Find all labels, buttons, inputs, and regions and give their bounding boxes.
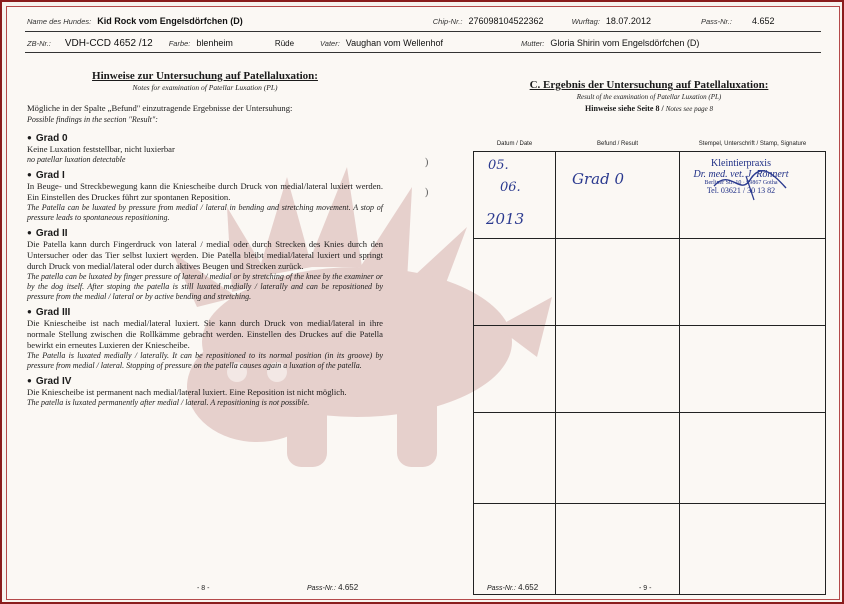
column-header-date: Datum / Date (496, 141, 533, 147)
header-rule-1 (25, 31, 821, 32)
birth-label: Wurftag: (571, 16, 600, 26)
hint-en: Notes see page 8 (665, 105, 713, 113)
zb-value: VDH-CCD 4652 /12 (64, 37, 153, 49)
result-table (473, 139, 826, 595)
father-label: Vater: (320, 38, 340, 48)
mother-value: Gloria Shirin vom Engelsdörfchen (D) (550, 38, 700, 48)
grade-title: ● Grad I (27, 170, 383, 181)
header-rule-2 (25, 52, 821, 53)
right-page-hint (473, 104, 825, 113)
stamp-line-4: Tel. 03621 / 30 13 82 (706, 186, 776, 195)
grade-text-de: Die Kniescheibe ist permanent nach medial/lateral luxiert. Eine Reposition ist nicht möglich. (27, 387, 347, 397)
sex-value: Rüde (274, 38, 295, 48)
left-page-number: - 8 - (197, 585, 210, 592)
grade-text-de: In Beuge- und Streckbewegung kann die Kniescheibe durch Druck von medial/lateral luxiert werden. Ein Einstellen des Druckes führt zur spontanen Reposition. (27, 181, 383, 202)
grade-title: ● Grad III (27, 307, 383, 318)
possible-findings-en: Possible findings in the section "Result": (27, 115, 158, 124)
column-header-result: Befund / Result (596, 141, 639, 147)
header-row-2 (27, 35, 817, 51)
date-year: 2013 (486, 210, 525, 228)
grade-text-en: no patellar luxation detectable (27, 155, 126, 164)
date-day: 05. (488, 158, 509, 173)
date-cell (474, 152, 556, 239)
table-row (474, 239, 826, 326)
stamp-line-2: Dr. med. vet. J. Rönnert (693, 169, 789, 180)
grade-text-en: The Patella can be luxated by pressure from medial / lateral in bending and stretching movement. A stop of pressure leads to spontaneous repositioning. (27, 203, 383, 222)
staple-mark-icon: ) (425, 187, 429, 198)
left-page-subtitle: Notes for examination of Patellar Luxation (PL) (132, 83, 278, 92)
name-label: Name des Hundes: (27, 16, 92, 26)
result-value: Grad 0 (572, 170, 625, 188)
grade-text-en: The patella can be luxated by finger pressure of lateral / medial or by stretching of the knee by the examiner or by the dog itself. After stoping the patella is still luxated medially / laterally and can be repositioned by pressure from the medial / lateral or by active bending and stretching. (27, 272, 383, 301)
grade-0 (27, 133, 383, 165)
color-label: Farbe: (168, 38, 191, 48)
table-row (474, 326, 826, 413)
chip-label: Chip-Nr.: (432, 16, 463, 26)
grade-4 (27, 376, 383, 408)
father-value: Vaughan vom Wellenhof (345, 38, 444, 48)
stamp-cell (680, 152, 826, 239)
right-pass-number (487, 583, 538, 592)
grade-text-en: The Patella is luxated medially / laterally. It can be repositioned to its normal position (in its groove) by pressure from medial / lateral. Stopping of pressure on the patella causes again a luxation of the patella. (27, 351, 383, 370)
right-page-subtitle: Result of the examination of Patellar Luxation (PL) (576, 93, 722, 101)
birth-value: 18.07.2012 (605, 16, 651, 26)
pass-label: Pass-Nr.: (700, 16, 732, 26)
right-page-number: - 9 - (639, 585, 652, 592)
right-page-title: C. Ergebnis der Untersuchung auf Patellaluxation: (529, 79, 769, 91)
left-pass-number (307, 583, 358, 592)
hint-de: Hinweise siehe Seite 8 / (585, 104, 664, 113)
right-pass-value: 4.652 (518, 583, 539, 592)
date-month: 06. (500, 180, 521, 195)
left-page-title: Hinweise zur Untersuchung auf Patellaluxation: (92, 70, 318, 82)
left-pass-value: 4.652 (338, 583, 359, 592)
mother-label: Mutter: (521, 38, 545, 48)
table-header-row (474, 139, 826, 152)
chip-value: 276098104522362 (468, 16, 544, 26)
staple-mark-icon: ) (425, 157, 429, 168)
left-page (27, 69, 383, 589)
table-row (474, 413, 826, 504)
grade-2 (27, 228, 383, 302)
grade-1 (27, 170, 383, 223)
grade-text-de: Die Patella kann durch Fingerdruck von lateral / medial oder durch Strecken des Knies durch den Untersucher oder das Tier selbst luxiert werden. Die Patella bleibt medial/lateral luxiert und springt durch Druck von medial/lateral oder durch aktives Beugen und Strecken zurück. (27, 239, 383, 271)
grade-text-de: Keine Luxation feststellbar, nicht luxierbar (27, 144, 175, 154)
stamp-line-3: Berliner Str. 10 · 99867 Gotha (704, 180, 778, 186)
left-pass-label: Pass-Nr.: (307, 585, 336, 592)
signature-icon (710, 166, 790, 202)
color-value: blenheim (196, 38, 233, 48)
table-row (474, 152, 826, 239)
grade-text-en: The patella is luxated permanently after medial / lateral. A repositioning is not possible. (27, 398, 310, 407)
possible-findings-de: Mögliche in der Spalte „Befund" einzutragende Ergebnisse der Untersuhung: (27, 103, 293, 113)
right-pass-label: Pass-Nr.: (487, 585, 516, 592)
pass-value: 4.652 (751, 16, 775, 26)
zb-label: ZB-Nr.: (27, 38, 51, 48)
grade-title: ● Grad 0 (27, 133, 383, 144)
header-row-1 (27, 13, 817, 29)
grade-3 (27, 307, 383, 371)
grade-title: ● Grad IV (27, 376, 383, 387)
result-cell (556, 152, 680, 239)
table-row (474, 504, 826, 595)
name-value: Kid Rock vom Engelsdörfchen (D) (97, 16, 243, 26)
grade-text-de: Die Kniescheibe ist nach medial/lateral luxiert. Sie kann durch Druck von medial/lateral in ihre normale Stellung zwischen die Rollkämme gebracht werden. Einstellen des Druckes auf die Patella bewirkt ein erneutes Luxieren der Kniescheibe. (27, 318, 383, 350)
column-header-stamp: Stempel, Unterschrift / Stamp, Signature (698, 141, 807, 147)
document-page (6, 6, 840, 600)
grade-title: ● Grad II (27, 228, 383, 239)
stamp-line-1: Kleintierpraxis (711, 158, 771, 169)
